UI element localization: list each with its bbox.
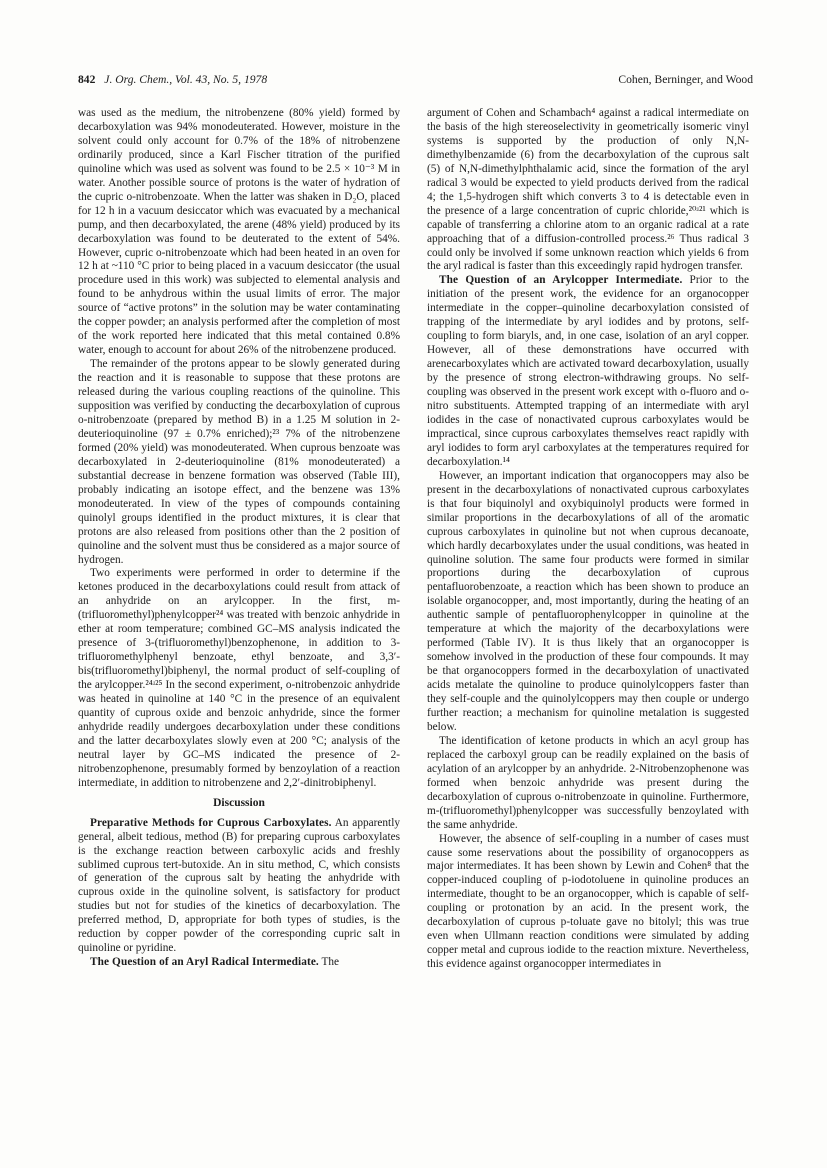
page-number: 842 — [78, 73, 96, 86]
paragraph: argument of Cohen and Schambach⁴ against a radical intermediate on the basis of the high stereoselectivity in geometrically isomeric vinyl systems is supported by the production of only N,N-dimethylbenzamide (6) from the decarboxylation of the cuprous salt (5) of N,N-dimethylphthalamic acid, since the formation of the aryl radical 3 would be expected to yield products derived from the radical 4; the 1,5-hydrogen shift which converts 3 to 4 is detectable even in the presence of a large concentration of cupric chloride,²⁰ʴ²¹ which is capable of transferring a chlorine atom to an organic radical at a rate approaching that of a diffusion-controlled process.²⁶ Thus radical 3 could only be involved if some unknown reaction which yields 6 from the aryl radical is faster than this exceedingly rapid hydrogen transfer. — [427, 107, 749, 273]
running-header — [78, 73, 753, 89]
paragraph — [427, 274, 749, 469]
paragraph: The identification of ketone products in which an acyl group has replaced the carboxyl group can be readily explained on the basis of acylation of an arylcopper by an anhydride. 2-Nitrobenzophenone was formed when benzoic anhydride was present during the decarboxylation of cuprous o-nitrobenzoate in quinoline. Furthermore, m-(trifluoromethyl)phenylcopper was successfully benzoylated with the same anhydride. — [427, 734, 749, 831]
paragraph — [78, 817, 400, 957]
paragraph-text: The — [318, 956, 340, 969]
right-column — [427, 107, 749, 1147]
paragraph: However, an important indication that organocoppers may also be present in the decarboxylations of nonactivated cuprous carboxylates is that four biquinolyl and oxybiquinolyl products were formed in similar proportions in the decarboxylations of all of the aromatic cuprous carboxylates in quinoline but not when cuprous decanoate, which hardly decarboxylates under the usual conditions, was heated in quinoline solution. The same four products were formed in similar proportions during the decarboxylation of cuprous pentafluorobenzoate, a reaction which has been shown to produce an isolable organocopper, and, most importantly, during the heating of an authentic sample of pentafluorophenylcopper in quinoline at the temperature at which the majority of the decarboxylations were performed (Table IV). It is thus likely that an organocopper is somehow involved in the production of these four compounds. It may be that organocoppers formed in the decarboxylation of unactivated acids metalate the quinoline to produce quinolylcoppers faster than they self-couple and the quinolylcoppers may then couple or undergo further reaction; a mechanism for quinoline metalation is suggested below. — [427, 469, 749, 733]
run-in-heading: The Question of an Aryl Radical Intermediate. — [90, 956, 319, 969]
paragraph-text: Prior to the initiation of the present work, the evidence for an organocopper intermediate in the copper–quinoline decarboxylation consisted of trapping of the intermediate by aryl iodides and by protons, self-coupling to form biaryls, and, in one case, isolation of an aryl copper. However, all of these demonstrations have occurred with arenecarboxylates which are activated toward decarboxylation, usually by the presence of strong electron-withdrawing groups. No self-coupling was observed in the present work except with o-fluoro and o-nitro substituents. Attempted trapping of an intermediate with aryl iodides in the case of nonactivated cuprous carboxylates would be impractical, since cuprous carboxylates themselves react rapidly with aryl iodides to form aryl carboxylates at the temperatures required for decarboxylation.¹⁴ — [427, 274, 749, 468]
header-left — [78, 73, 267, 86]
paragraph: Two experiments were performed in order to determine if the ketones produced in the decarboxylations could result from attack of an anhydride on an arylcopper. In the first, m-(trifluoromethyl)phenylcopper²⁴ was treated with benzoic anhydride in ether at room temperature; combined GC–MS analysis indicated the presence of 3-(trifluoromethyl)benzophenone, in addition to 3-trifluoromethylphenyl benzoate, ethyl benzoate, and 3,3′-bis(trifluoromethyl)biphenyl, the normal product of self-coupling of the arylcopper.²⁴ʴ²⁵ In the second experiment, o-nitrobenzoic anhydride was heated in quinoline at 140 °C in the presence of an equivalent quantity of cuprous oxide and benzoic anhydride, since the former anhydride readily undergoes decarboxylation under these conditions and the latter decarboxylates slowly even at 200 °C; analysis of the neutral layer by GC–MS indicated the presence of 2-nitrobenzophenone, presumably formed by benzoylation of a reaction intermediate, in addition to nitrobenzene and 2,2′-dinitrobiphenyl. — [78, 567, 400, 789]
section-heading-discussion: Discussion — [213, 796, 265, 809]
paragraph: However, the absence of self-coupling in a number of cases must cause some reservations about the possibility of organocoppers as major intermediates. It has been shown by Lewin and Cohen⁸ that the copper-induced coupling of p-iodotoluene in quinoline produces an intermediate, thought to be an organocopper, which is capable of self-coupling or protonation by an acid. In the present work, the decarboxylation of cuprous p-toluate gave no bitolyl; this was true even when Ullmann reaction conditions were simulated by adding copper metal and cuprous iodide to the reaction mixture. Nevertheless, this evidence against organocopper intermediates in — [427, 832, 749, 971]
left-column — [78, 107, 400, 1147]
paragraph: was used as the medium, the nitrobenzene (80% yield) formed by decarboxylation was 94% monodeuterated. However, moisture in the solvent could only account for 0.7% of the 18% of nitrobenzene ordinarily produced, since a Karl Fischer titration of the purified quinoline which was used as solvent was found to be 2.5 × 10⁻³ M in water. Another possible source of protons is the water of hydration of the cupric o-nitrobenzoate. When the latter was shaken in D₂O, placed for 12 h in a vacuum desiccator which was evacuated by a mechanical pump, and then decarboxylated, the arene (48% yield) produced by its decarboxylation was found to be deuterated to the extent of 54%. However, cupric o-nitrobenzoate which had been heated in an oven for 12 h at ~110 °C prior to being placed in a vacuum desiccator (the usual procedure used in this work) was subjected to elemental analysis and found to be anhydrous within the usual limits of error. The major source of “active protons” in the solution may be water contaminating the copper powder; an analysis performed after the completion of most of the work reported here indicated that this metal contained 0.8% water, enough to account for about 26% of the nitrobenzene produced. — [78, 107, 400, 357]
run-in-heading: Preparative Methods for Cuprous Carboxylates. — [90, 816, 332, 829]
paragraph — [78, 956, 400, 970]
paragraph: The remainder of the protons appear to be slowly generated during the reaction and it is reasonable to suppose that these protons are released during the various coupling reactions of the quinoline. This supposition was verified by conducting the decarboxylation of cuprous o-nitrobenzoate (prepared by method B) in a 1.25 M solution in 2-deuterioquinoline (97 ± 0.7% enriched);²³ 7% of the nitrobenzene formed (20% yield) was monodeuterated. When cuprous benzoate was decarboxylated in 2-deuterioquinoline (81% monodeuterated) a substantial decrease in benzene formation was observed (Table III), probably indicating an isotope effect, and the benzene was 13% monodeuterated. In view of the types of compounds containing quinolyl groups identified in the product mixtures, it is clear that protons are also released from positions other than the 2 position of quinoline and the solvent must thus be considered as a major source of hydrogen. — [78, 358, 400, 566]
journal-citation: J. Org. Chem., Vol. 43, No. 5, 1978 — [104, 73, 268, 86]
run-in-heading: The Question of an Arylcopper Intermediate. — [439, 274, 683, 287]
paragraph-text: An apparently general, albeit tedious, method (B) for preparing cuprous carboxylates is the exchange reaction between carboxylic acids and freshly sublimed cuprous tert-butoxide. An in situ method, C, which consists of generation of the cuprous salt by heating the anhydride with cuprous oxide in the quinoline solvent, is satisfactory for product studies but not for studies of the kinetics of decarboxylation. The preferred method, D, appropriate for both types of studies, is the reduction by copper powder of the corresponding cupric salt in quinoline or pyridine. — [78, 816, 400, 955]
header-authors: Cohen, Berninger, and Wood — [618, 73, 753, 86]
